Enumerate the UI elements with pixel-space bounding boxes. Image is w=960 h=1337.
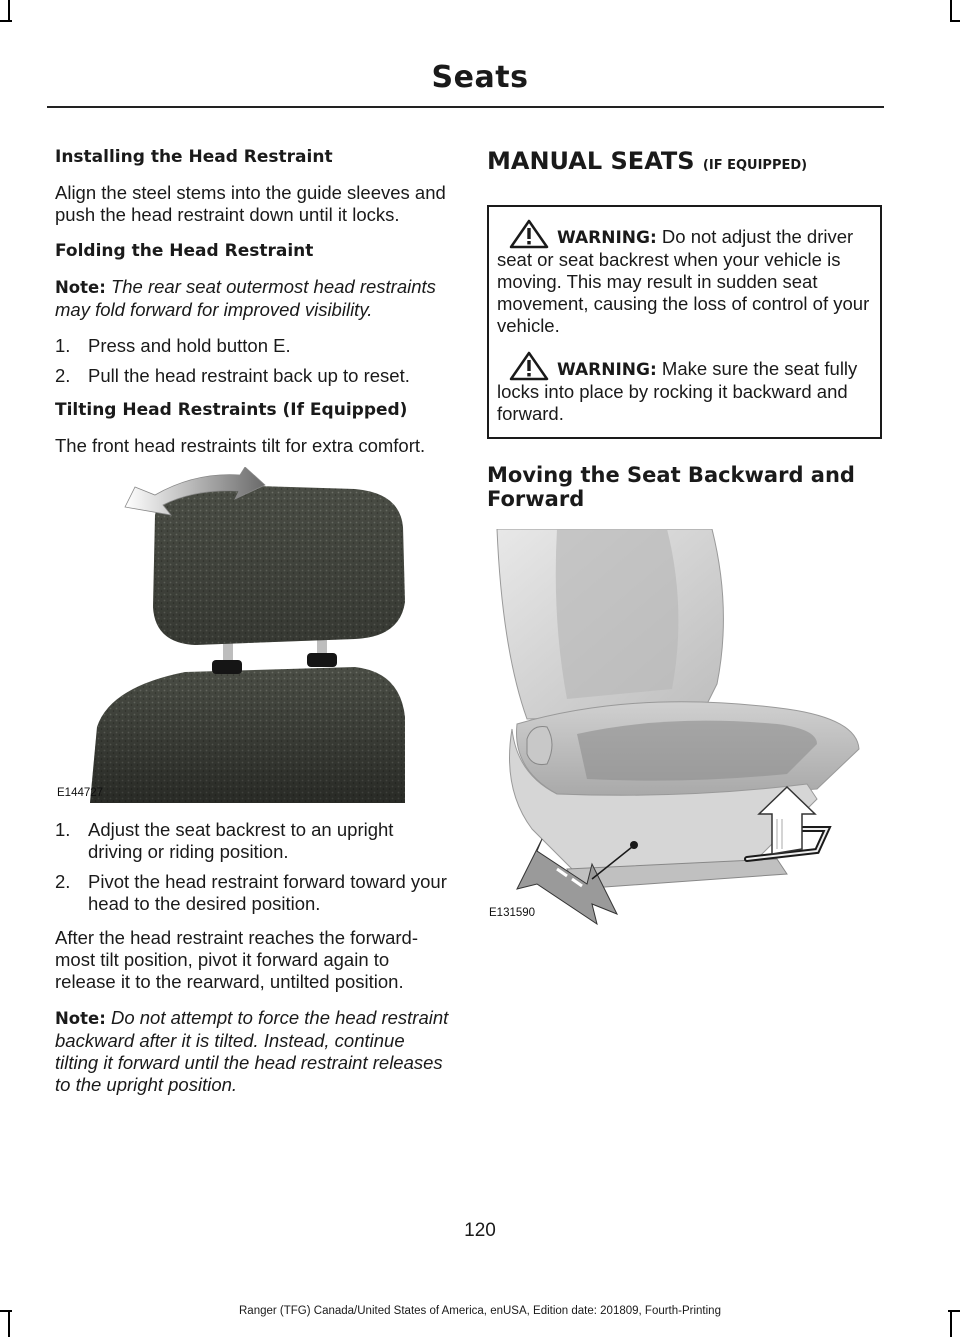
tilt-text: The front head restraints tilt for extra comfort. [55, 435, 426, 456]
subheading: Moving the Seat Backward and Forward [487, 463, 855, 511]
note-label: Note: [55, 278, 106, 297]
after-text: After the head restraint reaches the forward-most tilt position, pivot it forward again to release it to the rearward, untilted position. [55, 927, 418, 992]
section-title-suffix: (IF EQUIPPED) [702, 158, 808, 173]
seat-illustration [487, 529, 882, 929]
warning-triangle-icon [509, 351, 549, 381]
list-item [55, 819, 450, 863]
crop-mark [0, 20, 12, 22]
fold-steps [55, 335, 450, 387]
section-title-text: MANUAL SEATS [487, 147, 695, 175]
step-text: Press and hold button E. [88, 335, 291, 356]
warning-text: Make sure the seat fully locks into place by rocking it backward and forward. [497, 358, 858, 424]
figure-code: E144727 [57, 787, 104, 799]
list-item [55, 335, 450, 357]
warning-item [497, 351, 872, 425]
head-restraint-figure [55, 467, 450, 803]
step-number: 1. [55, 335, 71, 356]
note-label: Note: [55, 1009, 106, 1028]
step-number: 1. [55, 819, 71, 840]
seat-figure [487, 529, 882, 929]
warning-triangle-icon [509, 219, 549, 249]
warning-box [487, 205, 882, 439]
step-text: Pivot the head restraint forward toward your head to the desired position. [88, 871, 447, 914]
warning-text: Do not adjust the driver seat or seat backrest when your vehicle is moving. This may result in sudden seat movement, causing the loss of control of your vehicle. [497, 226, 870, 336]
figure-code: E131590 [489, 907, 536, 919]
step-text: Adjust the seat backrest to an upright driving or riding position. [88, 819, 394, 862]
section-title [487, 146, 882, 181]
warning-item [497, 219, 872, 337]
note-text: Do not attempt to force the head restraint backward after it is tilted. Instead, continue tilting it forward until the head restraint releases to the upright position. [55, 1007, 449, 1095]
list-item [55, 365, 450, 387]
tilt-heading: Tilting Head Restraints (If Equipped) [55, 400, 408, 420]
warning-label: WARNING: [557, 228, 657, 248]
tilt-steps [55, 819, 450, 915]
crop-mark [8, 0, 10, 20]
final-note [55, 1007, 450, 1096]
list-item [55, 871, 450, 915]
page-number: 120 [464, 1220, 496, 1241]
install-text: Align the steel stems into the guide sleeves and push the head restraint down until it locks. [55, 182, 446, 225]
crop-mark [950, 0, 952, 20]
step-number: 2. [55, 871, 71, 892]
right-column [487, 146, 882, 945]
header-divider [47, 106, 884, 108]
step-number: 2. [55, 365, 71, 386]
note-text: The rear seat outermost head restraints may fold forward for improved visibility. [55, 276, 436, 320]
step-text: Pull the head restraint back up to reset. [88, 365, 410, 386]
crop-mark [950, 20, 960, 22]
warning-label: WARNING: [557, 360, 657, 380]
fold-note [55, 276, 450, 321]
edition-footer: Ranger (TFG) Canada/United States of America, enUSA, Edition date: 201809, Fourth-Printing [239, 1305, 721, 1317]
install-heading: Installing the Head Restraint [55, 147, 333, 167]
left-column [55, 146, 450, 1110]
head-restraint-illustration [55, 467, 450, 803]
fold-heading: Folding the Head Restraint [55, 241, 314, 261]
page-title: Seats [431, 60, 529, 95]
